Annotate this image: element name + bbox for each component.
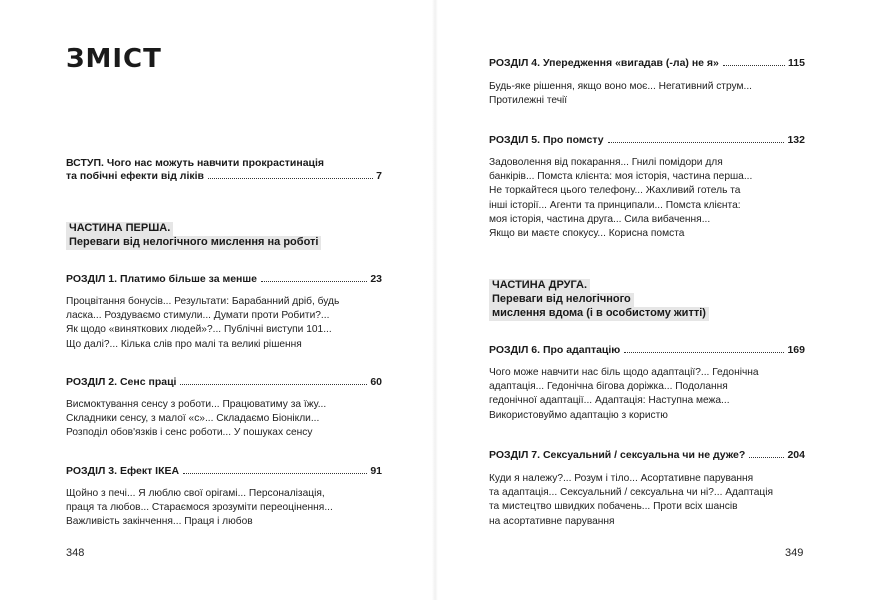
subsection-line: ласка... Роздуваємо стимули... Думати проти Робити?... — [66, 310, 330, 322]
toc-entry-chapter-1[interactable] — [66, 273, 382, 286]
subsection-line: на асортативне парування — [489, 515, 615, 527]
toc-entry-chapter-6[interactable] — [489, 344, 805, 357]
chapter-1-subsections — [66, 295, 382, 352]
page-number: 204 — [787, 449, 805, 461]
chapter-5-subsections — [489, 156, 805, 241]
chapter-title: РОЗДІЛ 4. Упередження «вигадав (-ла) не я» — [489, 57, 719, 69]
page-number: 23 — [370, 273, 382, 285]
subsection-line: банкірів... Помста клієнта: моя історія, частина перша... — [489, 171, 753, 183]
chapter-title: РОЗДІЛ 1. Платимо більше за менше — [66, 273, 257, 285]
leader-dots — [183, 473, 367, 474]
part-one-subtitle: Переваги від нелогічного мислення на роботі — [66, 236, 321, 250]
leader-dots — [180, 384, 367, 385]
intro-title-line2: та побічні ефекти від ліків — [66, 170, 204, 182]
page-number: 169 — [787, 344, 805, 356]
page-number: 132 — [787, 134, 805, 146]
subsection-line: Процвітання бонусів... Результати: Барабанний дріб, будь — [66, 296, 340, 307]
leader-dots — [624, 352, 784, 353]
chapter-7-subsections — [489, 472, 805, 529]
intro-title-line1: ВСТУП. Чого нас можуть навчити прокрастинація — [66, 157, 325, 169]
leader-dots — [723, 65, 785, 66]
part-two-subtitle-line2: мислення вдома (і в особистому житті) — [489, 307, 709, 321]
part-two-subtitle-line1: Переваги від нелогічного — [489, 293, 634, 307]
page-number: 91 — [370, 465, 382, 477]
leader-dots — [261, 281, 367, 282]
subsection-line: Будь-яке рішення, якщо воно моє... Негативний струм... — [489, 81, 753, 92]
subsection-line: та адаптація... Сексуальний / сексуальна чи ні?... Адаптація — [489, 487, 773, 499]
subsection-line: Як щодо «виняткових людей»?... Публічні виступи 101... — [66, 324, 332, 336]
subsection-line: Куди я належу?... Розум і тіло... Асортативне парування — [489, 473, 754, 484]
subsection-line: Щойно з печі... Я люблю свої орігамі... Персоналізація, — [66, 488, 325, 499]
chapter-title: РОЗДІЛ 7. Сексуальний / сексуальна чи не дуже? — [489, 449, 746, 461]
chapter-6-subsections — [489, 366, 805, 423]
subsection-line: інші історії... Агенти та принципали... Помста клієнта: — [489, 199, 741, 211]
toc-entry-chapter-7[interactable] — [489, 449, 805, 462]
page-number: 7 — [376, 170, 382, 182]
chapter-3-subsections — [66, 487, 382, 530]
leader-dots — [608, 142, 785, 143]
leader-dots — [749, 457, 784, 458]
leader-dots — [208, 178, 373, 179]
subsection-line: Не торкайтеся цього телефону... Жахливий готель та — [489, 185, 741, 197]
toc-entry-chapter-2[interactable] — [66, 376, 382, 389]
page-number: 115 — [788, 57, 805, 69]
chapter-title: РОЗДІЛ 5. Про помсту — [489, 134, 604, 146]
page-title: ЗМІСТ — [66, 44, 162, 74]
page-number-right: 349 — [785, 547, 804, 559]
subsection-line: Задоволення від покарання... Гнилі помідори для — [489, 157, 723, 168]
subsection-line: адаптація... Гедонічна бігова доріжка... Подолання — [489, 381, 728, 393]
chapter-title: РОЗДІЛ 6. Про адаптацію — [489, 344, 621, 356]
subsection-line: Протилежні течії — [489, 95, 568, 107]
toc-entry-chapter-3[interactable] — [66, 465, 382, 478]
chapter-title: РОЗДІЛ 3. Ефект ІКЕА — [66, 465, 180, 477]
subsection-line: Використовуймо адаптацію з користю — [489, 409, 668, 421]
subsection-line: моя історія, частина друга... Сила вибачення... — [489, 213, 711, 225]
page-number: 60 — [370, 376, 382, 388]
part-two-heading — [489, 279, 709, 321]
subsection-line: Розподіл обов'язків і сенс роботи... У пошуках сенсу — [66, 427, 313, 439]
chapter-title: РОЗДІЛ 2. Сенс праці — [66, 376, 177, 388]
part-one-label: ЧАСТИНА ПЕРША. — [66, 222, 173, 236]
subsection-line: Висмоктування сенсу з роботи... Працюватиму за їжу... — [66, 399, 327, 410]
toc-entry-chapter-4[interactable] — [489, 57, 805, 70]
part-two-label: ЧАСТИНА ДРУГА. — [489, 279, 590, 293]
subsection-line: Важливість закінчення... Праця і любов — [66, 516, 253, 528]
subsection-line: Складники сенсу, з малої «с»... Складаємо Біонікли... — [66, 413, 320, 425]
page-number-left: 348 — [66, 547, 85, 559]
part-one-heading — [66, 222, 321, 250]
subsection-line: праця та любов... Стараємося зрозуміти переоцінення... — [66, 502, 333, 514]
subsection-line: Чого може навчити нас біль щодо адаптації?... Гедонічна — [489, 367, 759, 378]
right-page — [435, 0, 870, 600]
subsection-line: Що далі?... Кілька слів про малі та великі рішення — [66, 338, 302, 350]
toc-entry-chapter-5[interactable] — [489, 134, 805, 147]
subsection-line: Якщо ви маєте спокусу... Корисна помста — [489, 228, 685, 240]
subsection-line: та мистецтво швидких побачень... Проти всіх шансів — [489, 501, 738, 513]
chapter-2-subsections — [66, 398, 382, 441]
toc-entry-intro[interactable] — [66, 157, 382, 183]
subsection-line: гедонічної адаптації... Адаптація: Наступна межа... — [489, 395, 730, 407]
chapter-4-subsections — [489, 80, 805, 108]
